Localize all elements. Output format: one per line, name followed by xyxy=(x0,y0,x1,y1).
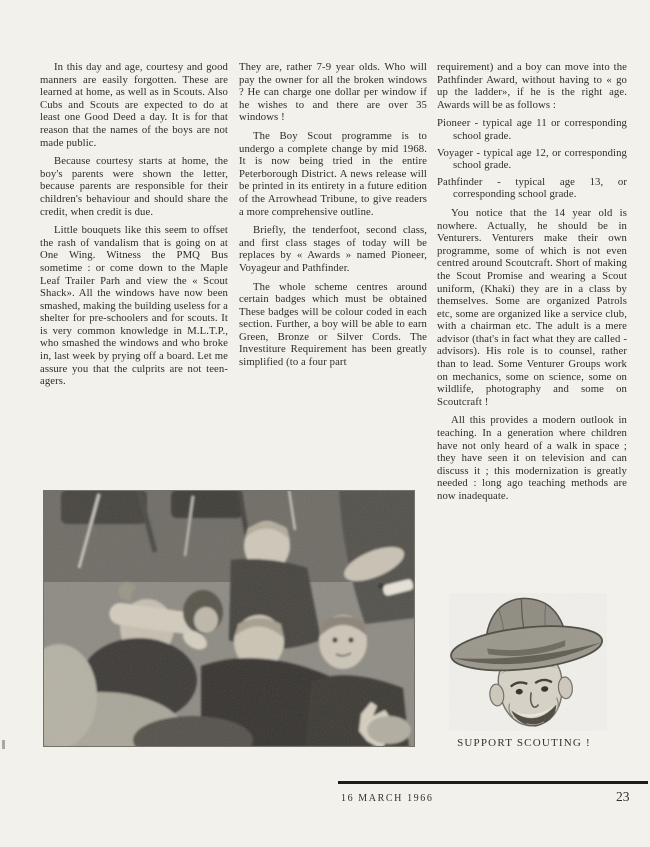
paragraph: Because courtesy starts at home, the boy's parents were shown the letter, because parents are responsible for their children's behaviour and should share the credit, when credit is due. xyxy=(40,155,228,218)
paragraph: The Boy Scout programme is to undergo a complete change by mid 1968. It is now being tried in the entire Peterborough District. A news release will be printed in its entirety in a future edition of the Arrowhead Tribune, to give readers a more comprehensive outline. xyxy=(239,129,427,218)
paragraph: You notice that the 14 year old is nowhere. Actually, he should be in Venturers. Venturers make their own programme, some of which is not even centred around Scoutcraft. Short of making the Scout Promise and wearing a Scout uniform, (Khaki) they are in a class by themselves. Some are organized Patrols etc, some are organized like a service club, with a chairman etc. The adult is a mere advisor (that's in fact what they are called - advisors). His role is to counsel, rather than to lead. Some Venturer Groups work on mechanics, some on science, some on wildlife, photography and some on Scoutcraft ! xyxy=(437,206,627,408)
text-column-1 xyxy=(40,61,228,394)
paragraph: In this day and age, courtesy and good manners are easily forgotten. These are learned at home, as well as in Scouts. Also Cubs and Scouts are expected to do at least one Good Deed a day. It is for that reason that the names of the boys are not made public. xyxy=(40,61,228,149)
paragraph: They are, rather 7-9 year olds. Who will pay the owner for all the broken windows ? He can charge one dollar per window if he wishes to and there are over 35 windows ! xyxy=(239,61,427,124)
scout-head-illustration xyxy=(449,593,607,731)
award-item-pioneer: Pioneer - typical age 11 or corresponding school grade. xyxy=(437,117,627,142)
paragraph: Briefly, the tenderfoot, second class, and first class stages of today will be replaces by « Awards » named Pioneer, Voyageur and Pathfinder. xyxy=(239,224,427,274)
paragraph: All this provides a modern outlook in teaching. In a generation where children have not only heard of a walk in space ; they have seen it on television and can discuss it ; this modernization is greatly needed : long ago teaching methods are now inadequate. xyxy=(437,414,627,502)
paragraph: The whole scheme centres around certain badges which must be obtained These badges will be colour coded in each section. Further, a boy will be able to earn Green, Bronze or Silver Cords. The Investiture Requirement has been greatly simplified (to a four part xyxy=(239,280,427,369)
paragraph: requirement) and a boy can move into the Pathfinder Award, without having to « go up the ladder», if he is the right age. Awards will be as follows : xyxy=(437,61,627,111)
text-column-3 xyxy=(437,61,627,509)
paragraph: Little bouquets like this seem to offset the rash of vandalism that is going on at One Wing. Witness the PMQ Bus sometime : or come down to the Maple Leaf Trailer Parh and view the « Scout Shack». All the windows have now been smashed, making the building useless for a shelter for pre-schoolers and for scouts. It is very common knowledge in M.L.T.P., who smashed the windows and who broke in, last week by prying off a board. Let me assure you that the culprits are not teen-agers. xyxy=(40,224,228,388)
illustration-caption: SUPPORT SCOUTING ! xyxy=(457,737,591,749)
scan-artifact xyxy=(2,740,5,749)
page-number: 23 xyxy=(616,789,630,804)
scouts-group-photo xyxy=(43,490,415,747)
footer-rule xyxy=(338,781,648,784)
text-column-2 xyxy=(239,61,427,375)
award-item-pathfinder: Pathfinder - typical age 13, or corresponding school grade. xyxy=(437,175,627,201)
award-item-voyager: Voyager - typical age 12, or corresponding school grade. xyxy=(437,146,627,172)
footer-date: 16 MARCH 1966 xyxy=(341,793,434,804)
